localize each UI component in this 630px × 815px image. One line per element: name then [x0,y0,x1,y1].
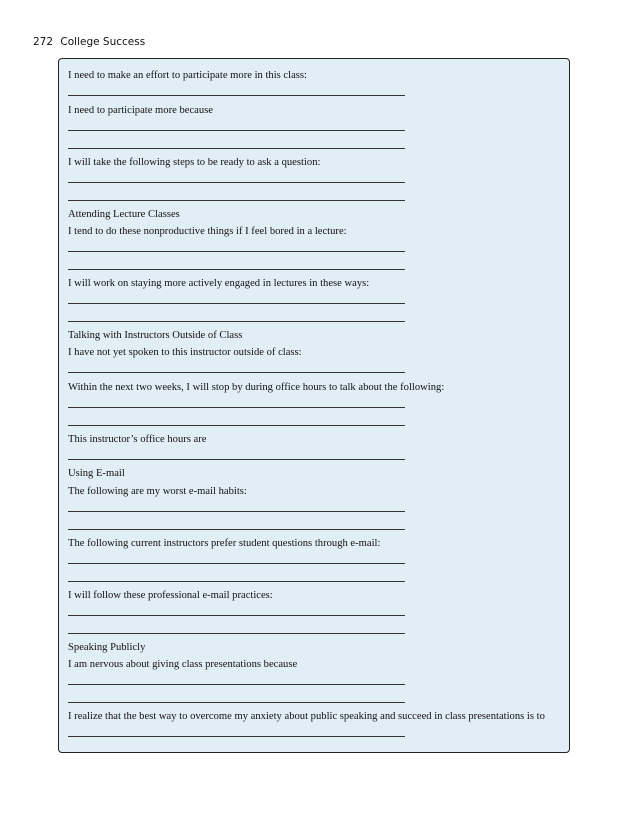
answer-line[interactable] [68,95,405,96]
prompt-office-hours-topics: Within the next two weeks, I will stop by during office hours to talk about the following: [68,382,445,393]
prompt-email-practices: I will follow these professional e-mail practices: [68,590,273,601]
answer-line[interactable] [68,251,405,252]
answer-line[interactable] [68,425,405,426]
answer-line[interactable] [68,581,405,582]
prompt-nonproductive: I tend to do these nonproductive things if I feel bored in a lecture: [68,226,347,237]
section-heading-email: Using E-mail [68,468,125,479]
section-heading-instructors: Talking with Instructors Outside of Class [68,330,243,341]
prompt-not-spoken: I have not yet spoken to this instructor outside of class: [68,347,302,358]
answer-line[interactable] [68,182,405,183]
answer-line[interactable] [68,321,405,322]
answer-line[interactable] [68,615,405,616]
prompt-email-instructors: The following current instructors prefer student questions through e-mail: [68,538,381,549]
prompt-overcome-anxiety: I realize that the best way to overcome my anxiety about public speaking and succeed in class presentations is to [68,711,545,722]
prompt-question-steps: I will take the following steps to be ready to ask a question: [68,157,321,168]
prompt-office-hours: This instructor’s office hours are [68,434,207,445]
prompt-nervous-presentations: I am nervous about giving class presentations because [68,659,298,670]
answer-line[interactable] [68,148,405,149]
prompt-participate-effort: I need to make an effort to participate more in this class: [68,70,307,81]
page-number: 272 [33,36,54,48]
answer-line[interactable] [68,511,405,512]
section-heading-speaking: Speaking Publicly [68,642,146,653]
prompt-engaged-lectures: I will work on staying more actively engaged in lectures in these ways: [68,278,370,289]
answer-line[interactable] [68,200,405,201]
answer-line[interactable] [68,303,405,304]
answer-line[interactable] [68,702,405,703]
section-heading-lecture: Attending Lecture Classes [68,209,180,220]
prompt-participate-because: I need to participate more because [68,105,214,116]
prompt-email-habits: The following are my worst e-mail habits: [68,486,247,497]
running-header [33,36,145,48]
answer-line[interactable] [68,269,405,270]
answer-line[interactable] [68,130,405,131]
book-title: College Success [60,36,146,48]
answer-line[interactable] [68,407,405,408]
answer-line[interactable] [68,736,405,737]
answer-line[interactable] [68,633,405,634]
answer-line[interactable] [68,372,405,373]
answer-line[interactable] [68,684,405,685]
answer-line[interactable] [68,529,405,530]
answer-line[interactable] [68,459,405,460]
answer-line[interactable] [68,563,405,564]
